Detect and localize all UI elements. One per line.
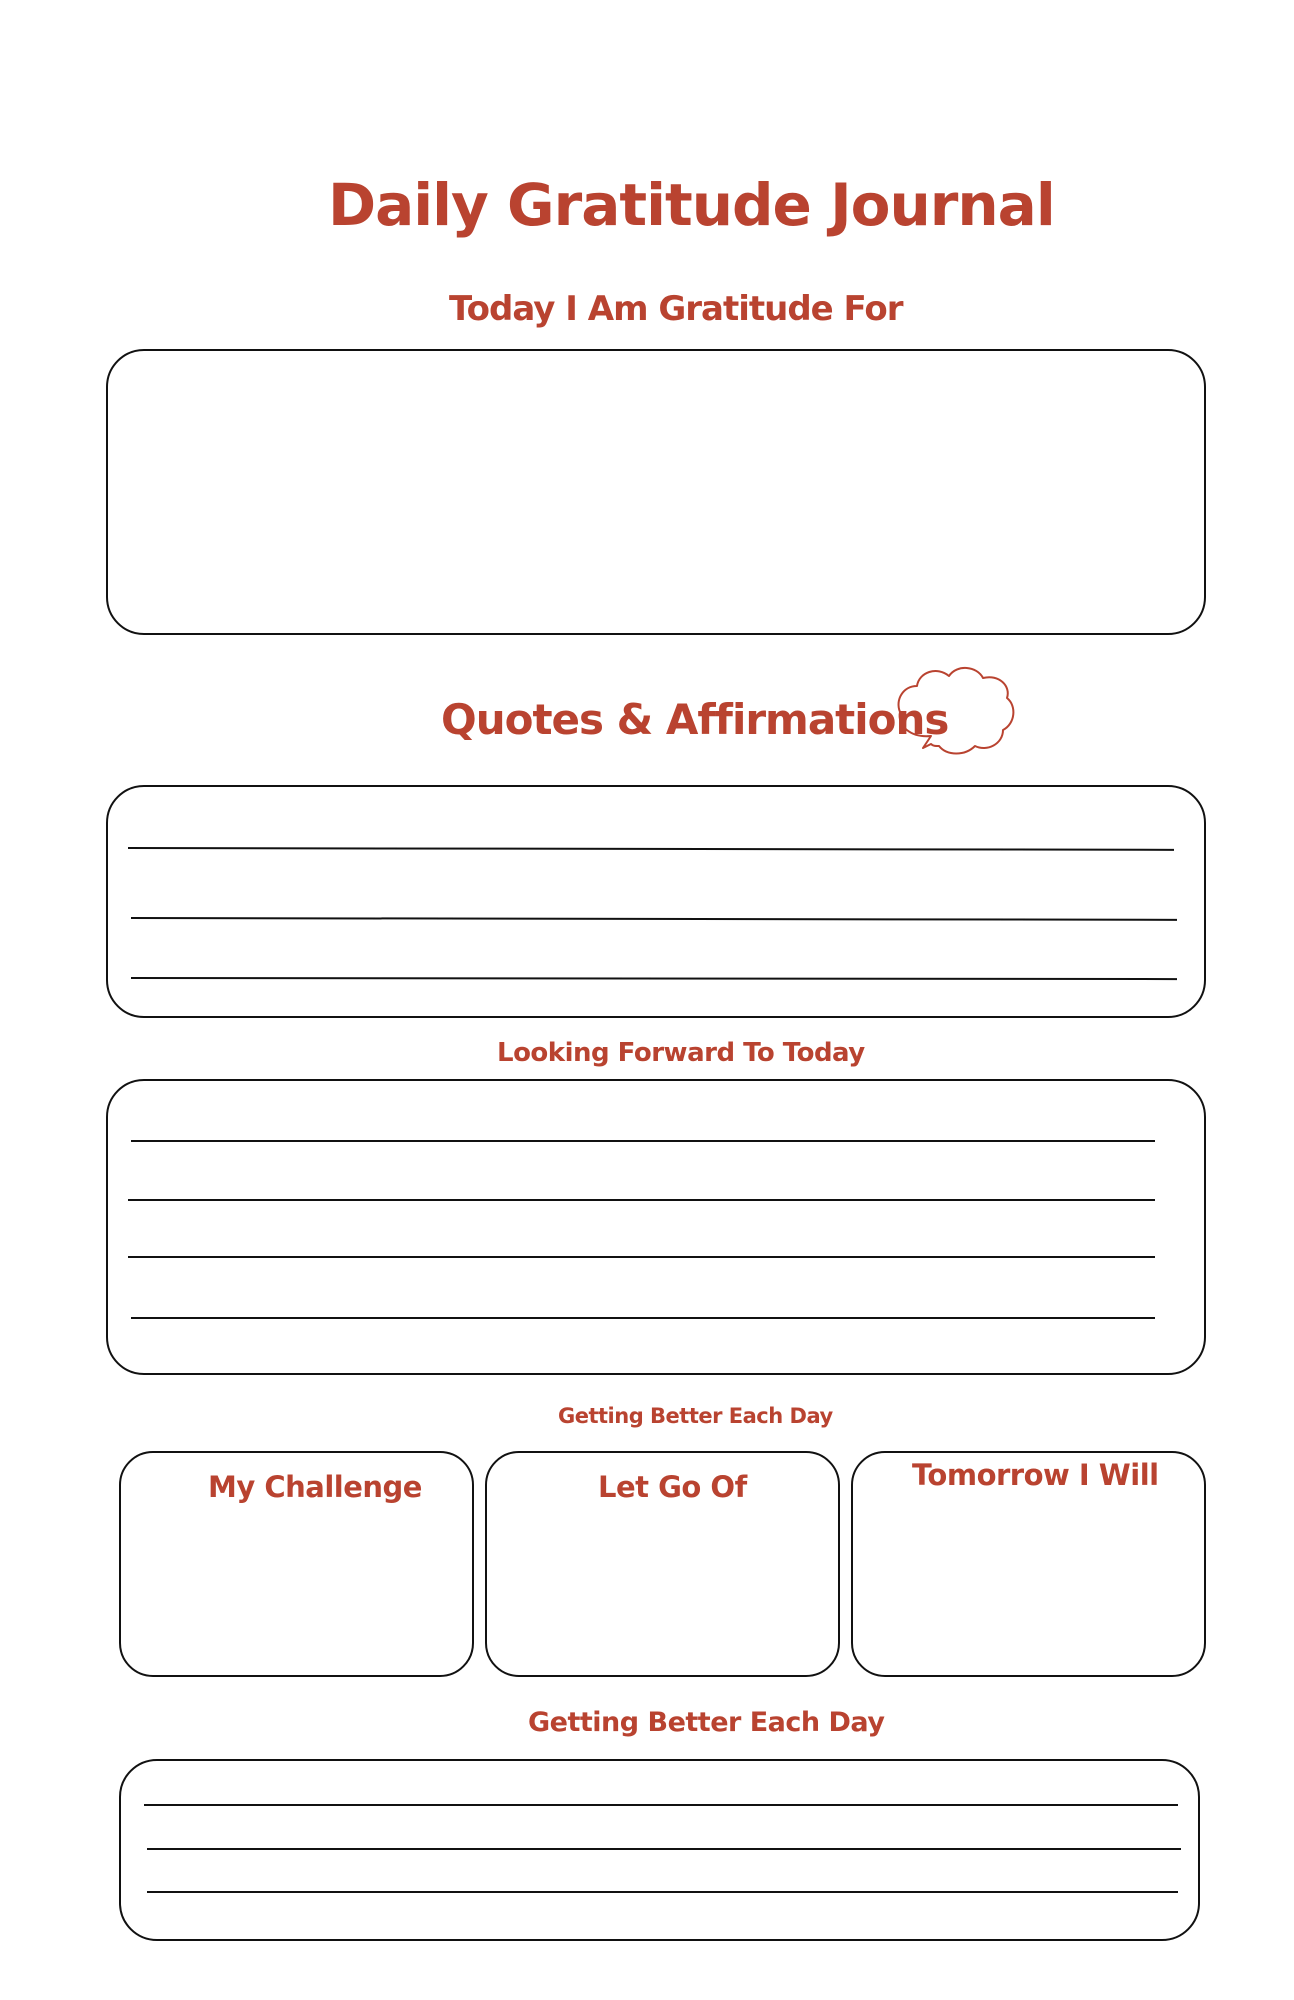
gratitude-heading: Today I Am Gratitude For — [449, 289, 903, 329]
let-go-of-heading: Let Go Of — [598, 1470, 747, 1504]
gratitude-box[interactable] — [106, 349, 1206, 635]
speech-cloud-icon — [893, 662, 1018, 760]
my-challenge-heading: My Challenge — [208, 1470, 422, 1504]
getting-better-writing-line — [147, 1848, 1181, 1850]
getting-better-small-heading: Getting Better Each Day — [558, 1404, 833, 1428]
looking-forward-writing-line — [131, 1140, 1155, 1142]
looking-forward-writing-line — [128, 1256, 1155, 1258]
getting-better-heading: Getting Better Each Day — [528, 1707, 885, 1738]
looking-forward-box[interactable] — [106, 1079, 1206, 1375]
tomorrow-i-will-heading: Tomorrow I Will — [912, 1458, 1159, 1492]
getting-better-box[interactable] — [119, 1759, 1200, 1941]
getting-better-writing-line — [144, 1804, 1178, 1806]
getting-better-writing-line — [147, 1891, 1178, 1893]
looking-forward-writing-line — [128, 1199, 1155, 1201]
page-title: Daily Gratitude Journal — [328, 171, 1055, 239]
looking-forward-writing-line — [131, 1317, 1155, 1319]
looking-forward-heading: Looking Forward To Today — [497, 1038, 865, 1068]
quotes-box[interactable] — [106, 785, 1206, 1018]
quotes-heading: Quotes & Affirmations — [441, 695, 949, 744]
